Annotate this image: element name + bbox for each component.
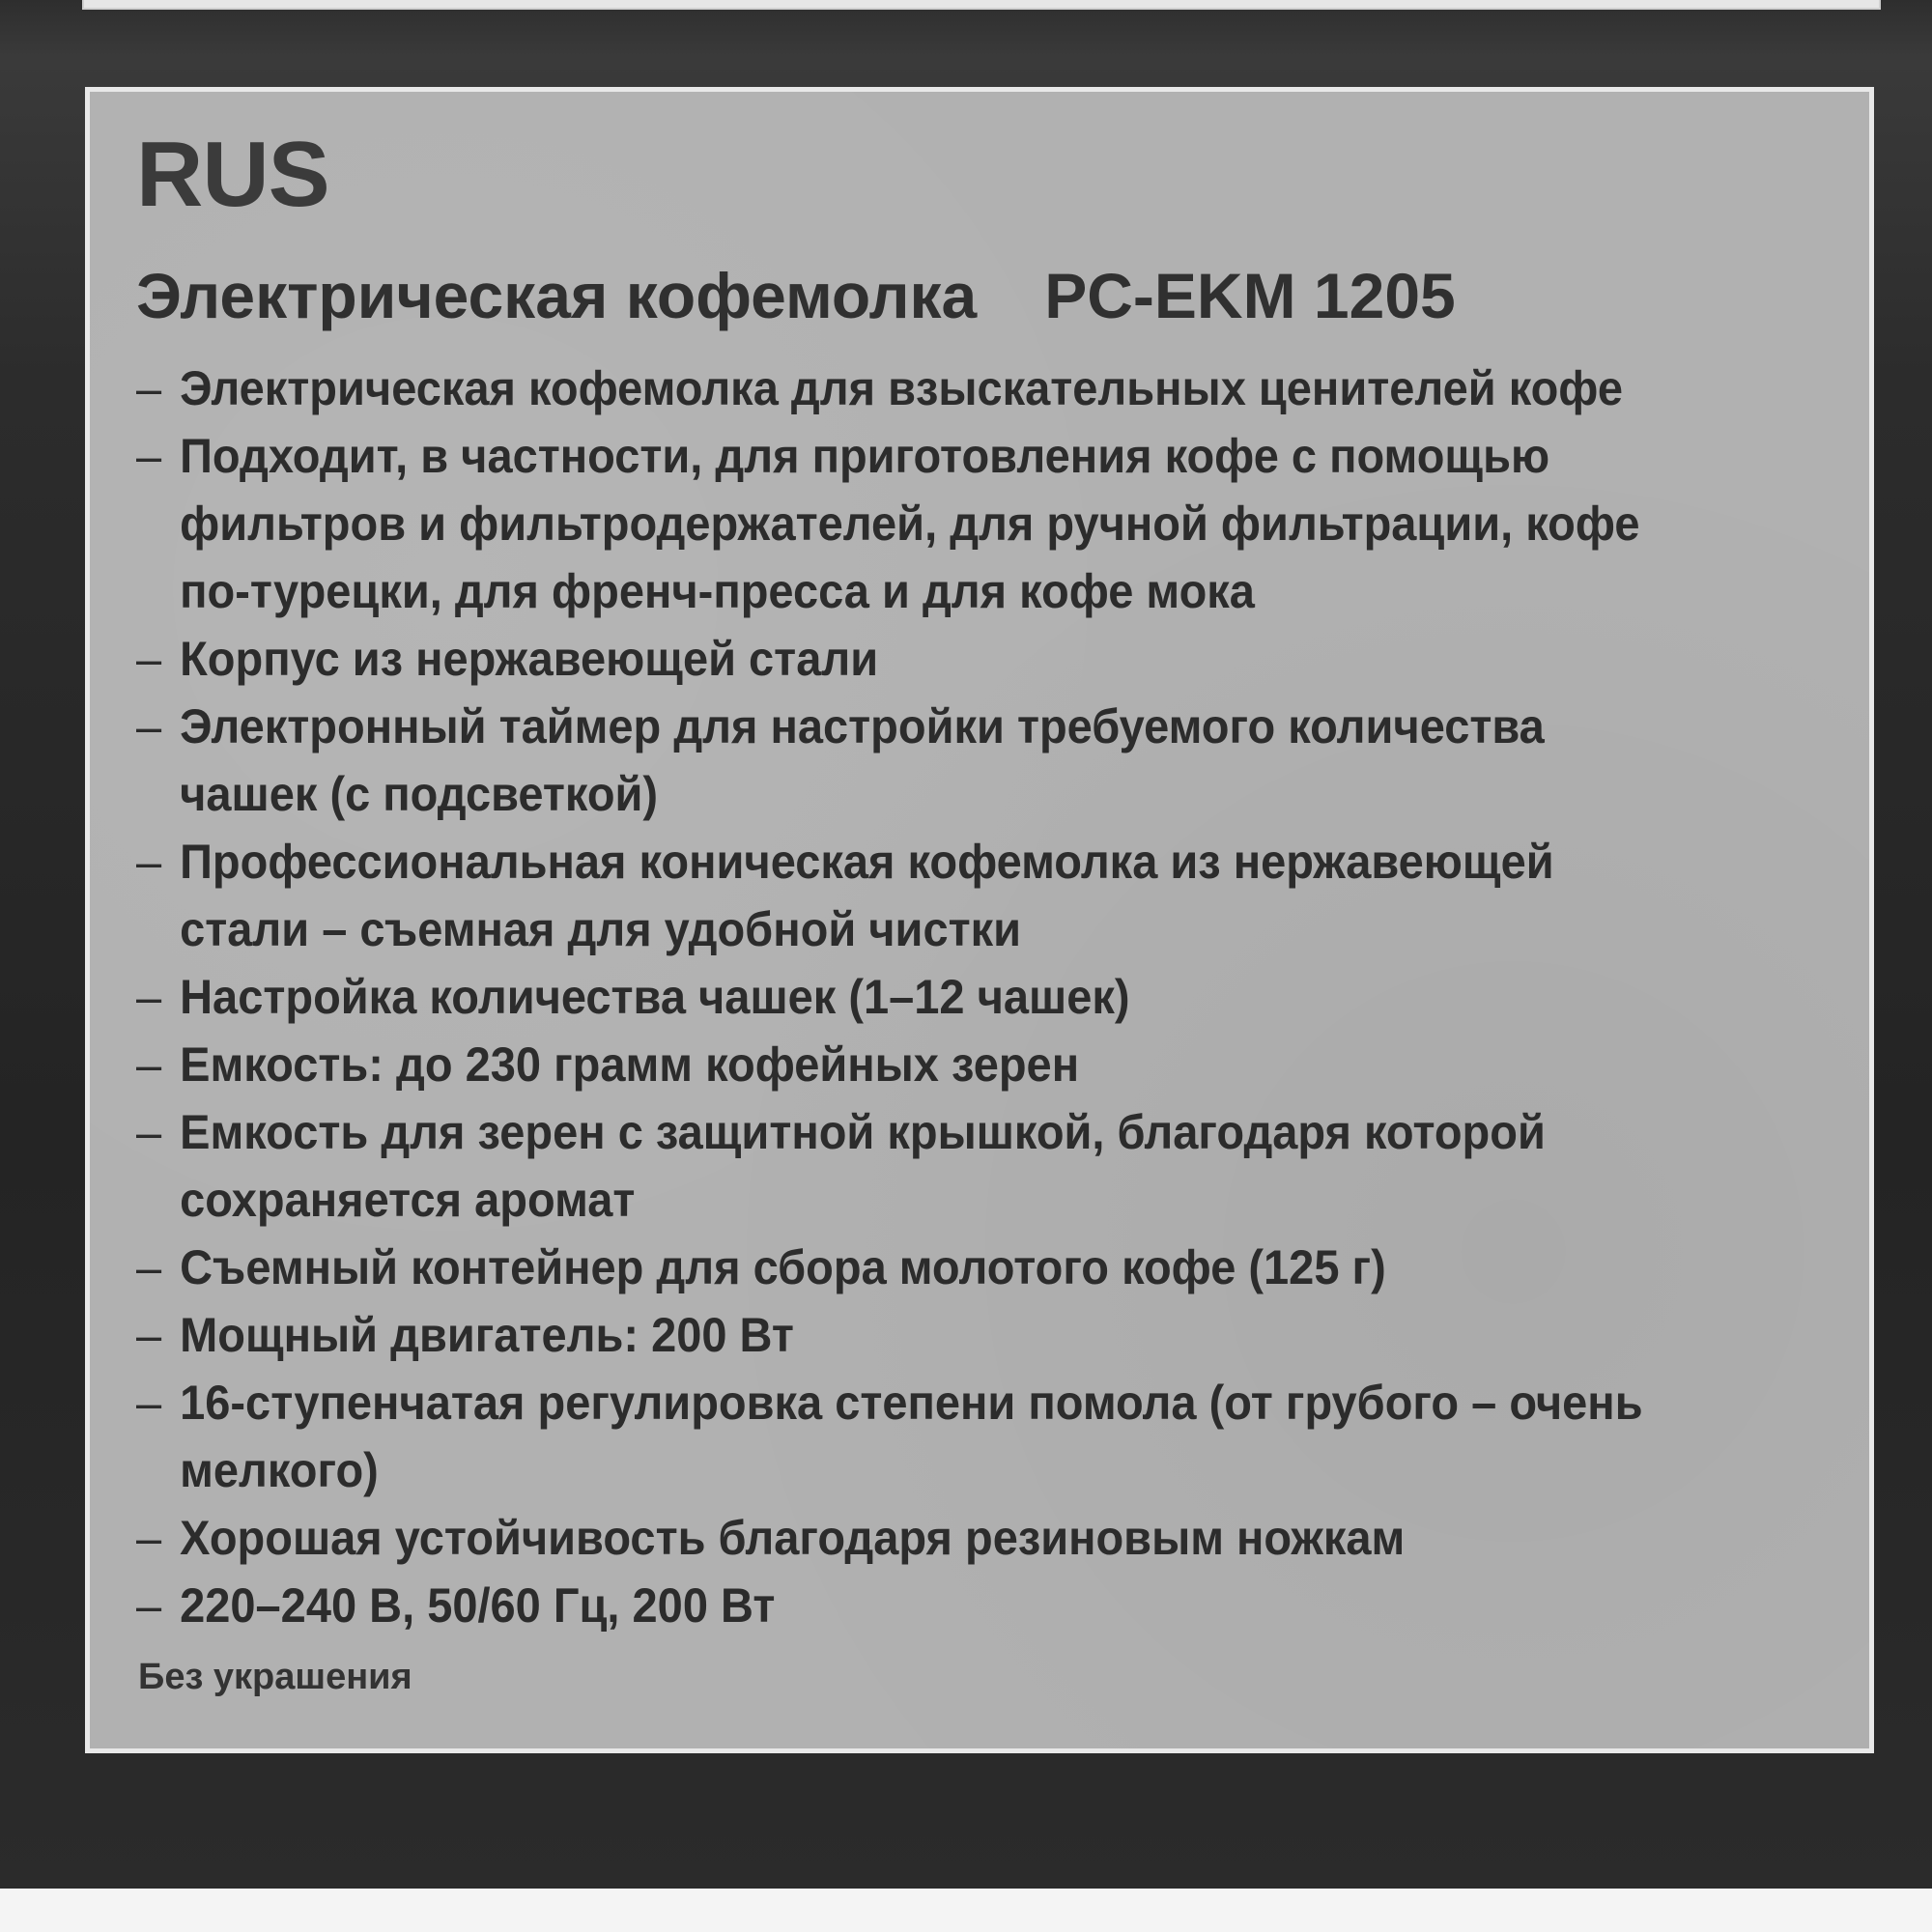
product-title: [136, 260, 1456, 331]
bullet-dash: –: [136, 1037, 162, 1092]
feature-item: [136, 1369, 1851, 1504]
feature-line: Хорошая устойчивость благодаря резиновым ножкам: [180, 1511, 1406, 1565]
bullet-dash: –: [136, 1511, 162, 1565]
feature-list: [136, 355, 1817, 1639]
bullet-dash: –: [136, 1376, 162, 1430]
footnote: Без украшения: [138, 1657, 412, 1697]
product-model: PC-EKM 1205: [1044, 260, 1456, 331]
feature-line: сохраняется аромат: [180, 1173, 636, 1227]
feature-line: фильтров и фильтродержателей, для ручной фильтрации, кофе: [180, 497, 1640, 551]
feature-line: Емкость: до 230 грамм кофейных зерен: [180, 1037, 1080, 1092]
feature-line: Съемный контейнер для сбора молотого кофе (125 г): [180, 1240, 1386, 1294]
language-code: RUS: [136, 123, 329, 226]
bullet-dash: –: [136, 835, 162, 889]
feature-line: Мощный двигатель: 200 Вт: [180, 1308, 794, 1362]
bullet-dash: –: [136, 1240, 162, 1294]
bullet-dash: –: [136, 429, 162, 483]
feature-line: Емкость для зерен с защитной крышкой, благодаря которой: [180, 1105, 1546, 1159]
bullet-dash: –: [136, 1578, 162, 1633]
product-name: Электрическая кофемолка: [136, 260, 978, 331]
info-panel: [85, 87, 1874, 1753]
feature-line: Подходит, в частности, для приготовления кофе с помощью: [180, 429, 1550, 483]
bullet-dash: –: [136, 361, 162, 415]
feature-line: Электронный таймер для настройки требуемого количества: [180, 699, 1545, 753]
feature-line: 220–240 В, 50/60 Гц, 200 Вт: [180, 1578, 776, 1633]
feature-item: [136, 1031, 1851, 1098]
feature-item: [136, 1234, 1851, 1301]
feature-item: [136, 828, 1851, 963]
top-panel-edge: [82, 0, 1881, 10]
feature-item: [136, 1504, 1851, 1572]
bullet-dash: –: [136, 970, 162, 1024]
feature-line: Профессиональная коническая кофемолка из нержавеющей: [180, 835, 1554, 889]
feature-line: по-турецки, для френч-пресса и для кофе мока: [180, 564, 1255, 618]
bullet-dash: –: [136, 699, 162, 753]
feature-item: [136, 963, 1851, 1031]
feature-line: Электрическая кофемолка для взыскательных ценителей кофе: [180, 361, 1623, 415]
bullet-dash: –: [136, 632, 162, 686]
bullet-dash: –: [136, 1308, 162, 1362]
feature-item: [136, 1572, 1851, 1639]
feature-line: Настройка количества чашек (1–12 чашек): [180, 970, 1130, 1024]
feature-item: [136, 1098, 1851, 1234]
feature-item: [136, 1301, 1851, 1369]
feature-line: стали – съемная для удобной чистки: [180, 902, 1022, 956]
feature-item: [136, 355, 1851, 422]
bullet-dash: –: [136, 1105, 162, 1159]
feature-line: Корпус из нержавеющей стали: [180, 632, 879, 686]
feature-item: [136, 693, 1851, 828]
feature-line: чашек (с подсветкой): [180, 767, 659, 821]
feature-line: мелкого): [180, 1443, 379, 1497]
feature-line: 16-ступенчатая регулировка степени помола (от грубого – очень: [180, 1376, 1643, 1430]
feature-item: [136, 625, 1851, 693]
feature-item: [136, 422, 1851, 625]
